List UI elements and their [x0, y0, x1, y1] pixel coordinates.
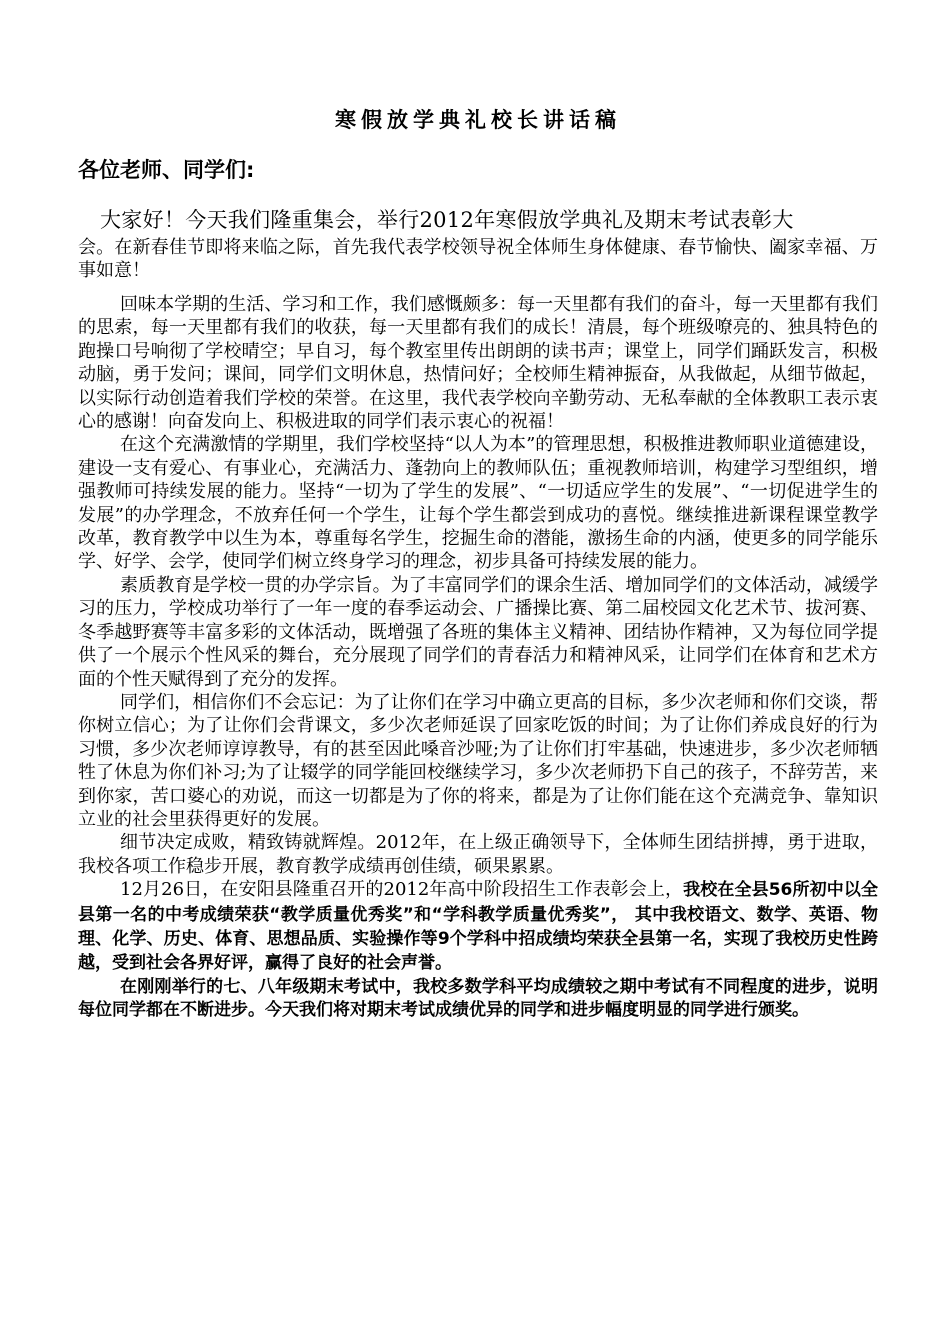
award-text-bold: 我校在全县56所初中以全县第一名的中考成绩荣获“教学质量优秀奖”和“学科教学质量优秀奖”， 其中我校语文、数学、英语、物理、化学、历史、体育、思想品质、实验操作等9个学科中招成绩均荣获全县第一名，实现了我校历史性跨越，受到社会各界好评，赢得了良好的社会声誉。 [78, 880, 878, 974]
salutation: 各位老师、同学们: [78, 158, 255, 182]
paragraph-teachers-care: 同学们，相信你们不会忘记：为了让你们在学习中确立更高的目标，多少次老师和你们交谈，帮你树立信心；为了让你们会背课文，多少次老师延误了回家吃饭的时间；为了让你们养成良好的行为习惯，多少次老师谆谆教导，有的甚至因此嗓音沙哑;为了让你们打牢基础，快速进步，多少次老师牺牲了休息为你们补习;为了让辍学的同学能回校继续学习，多少次老师扔下自己的孩子，不辞劳苦，来到你家，苦口婆心的劝说，而这一切都是为了你的将来，都是为了让你们能在这个充满竞争、靠知识立业的社会里获得更好的发展。 [78, 691, 878, 830]
paragraph-final-exam: 在刚刚举行的七、八年级期末考试中，我校多数学科平均成绩较之期中考试有不同程度的进步，说明每位同学都在不断进步。今天我们将对期末考试成绩优异的同学和进步幅度明显的同学进行颁奖。 [78, 976, 878, 1021]
paragraph-teaching: 在这个充满激情的学期里，我们学校坚持“以人为本”的管理思想，积极推进教师职业道德建设，建设一支有爱心、有事业心，充满活力、蓬勃向上的教师队伍；重视教师培训，构建学习型组织，增强教师可持续发展的能力。坚持“一切为了学生的发展”、“一切适应学生的发展”、“一切促进学生的发展”的办学理念，不放弃任何一个学生，让每个学生都尝到成功的喜悦。继续推进新课程课堂教学改革，教育教学中以生为本，尊重每名学生，挖掘生命的潜能，激扬生命的内涵，使更多的同学能乐学、好学、会学，使同学们树立终身学习的理念，初步具备可持续发展的能力。 [78, 434, 878, 573]
opening-paragraph [78, 204, 878, 282]
paragraph-achievements: 细节决定成败，精致铸就辉煌。2012年，在上级正确领导下，全体师生团结拼搏，勇于进取，我校各项工作稳步开展，教育教学成绩再创佳绩，硕果累累。 [78, 832, 878, 877]
speech-body [78, 293, 878, 1023]
paragraph-award [78, 878, 878, 976]
paragraph-quality-education: 素质教育是学校一贯的办学宗旨。为了丰富同学们的课余生活、增加同学们的文体活动，减缓学习的压力，学校成功举行了一年一度的春季运动会、广播操比赛、第二届校园文化艺术节、拔河赛、冬季越野赛等丰富多彩的文体活动，既增强了各班的集体主义精神、团结协作精神，又为每位同学提供了一个展示个性风采的舞台，充分展现了同学们的青春活力和精神风采，让同学们在体育和艺术方面的个性天赋得到了充分的发挥。 [78, 574, 878, 690]
opening-rest: 会。在新春佳节即将来临之际，首先我代表学校领导祝全体师生身体健康、春节愉快、阖家幸福、万事如意！ [78, 237, 878, 281]
document-title: 寒假放学典礼校长讲话稿 [335, 107, 621, 132]
paragraph-reflection: 回味本学期的生活、学习和工作，我们感慨颇多：每一天里都有我们的奋斗，每一天里都有我们的思索，每一天里都有我们的收获，每一天里都有我们的成长！清晨，每个班级嘹亮的、独具特色的跑操口号响彻了学校晴空；早自习，每个教室里传出朗朗的读书声；课堂上，同学们踊跃发言，积极动脑，勇于发问；课间，同学们文明休息，热情问好；全校师生精神振奋，从我做起，从细节做起，以实际行动创造着我们学校的荣誉。在这里，我代表学校向辛勤劳动、无私奉献的全体教职工表示衷心的感谢！向奋发向上、积极进取的同学们表示衷心的祝福！ [78, 294, 878, 433]
opening-first-line: 大家好！今天我们隆重集会，举行2012年寒假放学典礼及期末考试表彰大 [100, 208, 794, 232]
award-text-normal: 12月26日，在安阳县隆重召开的2012年高中阶段招生工作表彰会上， [120, 879, 684, 901]
